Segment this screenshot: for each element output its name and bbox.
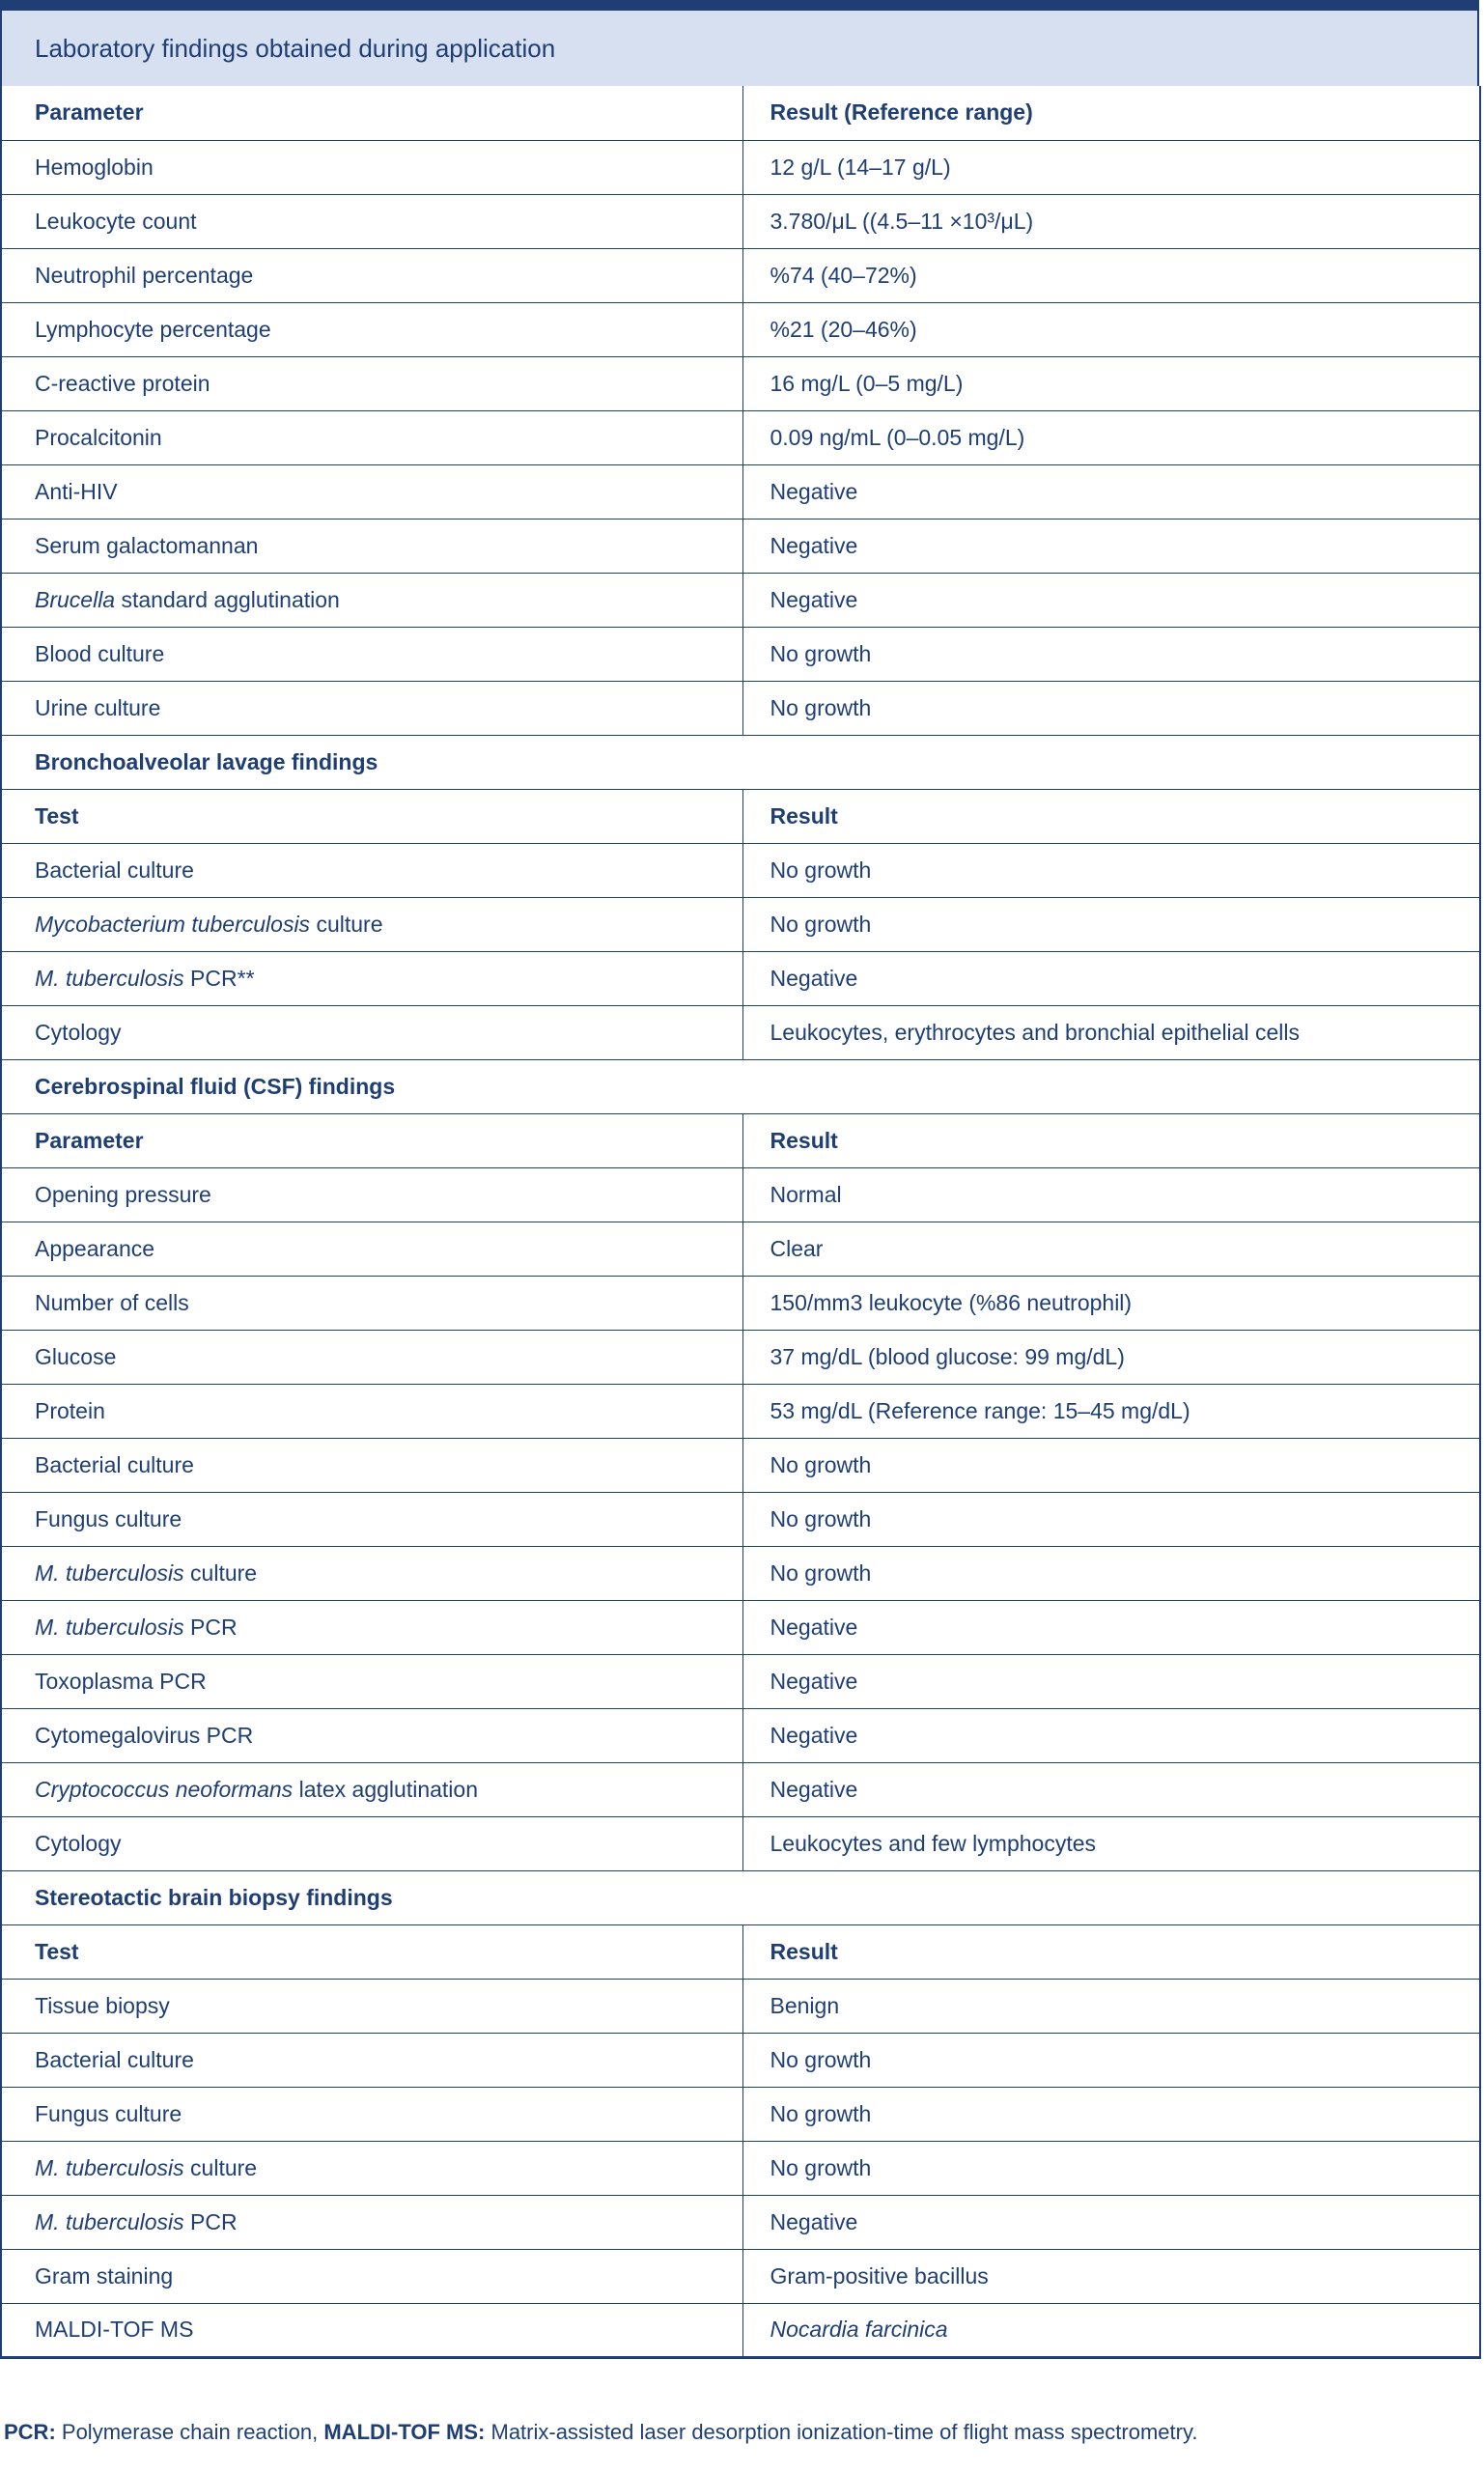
result-text: Negative <box>770 1722 858 1748</box>
result-text: 3.780/μL ((4.5–11 ×10³/μL) <box>770 208 1034 234</box>
parameter-text: Procalcitonin <box>35 424 162 450</box>
table-row <box>1 2303 1480 2357</box>
table-row <box>1 2249 1480 2303</box>
result-text: No growth <box>770 1505 872 1531</box>
table-row <box>1 951 1480 1005</box>
result-text: No growth <box>770 1559 872 1586</box>
row-parameter <box>1 2195 742 2249</box>
table-row <box>1 1546 1480 1600</box>
row-parameter <box>1 1492 742 1546</box>
table-row <box>1 1330 1480 1384</box>
result-text: Negative <box>770 478 858 504</box>
row-result <box>742 140 1480 194</box>
row-result <box>742 2033 1480 2087</box>
row-parameter <box>1 1654 742 1708</box>
column-header-parameter: Test <box>1 789 742 843</box>
row-result <box>742 1384 1480 1438</box>
row-parameter <box>1 627 742 681</box>
row-parameter <box>1 302 742 356</box>
row-result <box>742 843 1480 897</box>
table-row <box>1 1654 1480 1708</box>
parameter-text: Bacterial culture <box>35 1451 194 1477</box>
section-heading-row <box>1 735 1480 789</box>
table-row <box>1 1708 1480 1762</box>
table-row <box>1 302 1480 356</box>
row-result <box>742 1276 1480 1330</box>
parameter-text: PCR <box>183 1614 238 1640</box>
row-parameter <box>1 2303 742 2357</box>
result-text: 150/mm3 leukocyte (%86 neutrophil) <box>770 1289 1133 1315</box>
row-parameter <box>1 573 742 627</box>
parameter-text: Appearance <box>35 1235 155 1261</box>
parameter-text: Cytology <box>35 1019 122 1045</box>
row-result <box>742 464 1480 519</box>
result-text: Normal <box>770 1181 842 1207</box>
result-text: Negative <box>770 1776 858 1802</box>
table-row <box>1 1438 1480 1492</box>
result-text: 37 mg/dL (blood glucose: 99 mg/dL) <box>770 1343 1125 1369</box>
row-parameter <box>1 2249 742 2303</box>
table-row <box>1 140 1480 194</box>
row-parameter <box>1 1330 742 1384</box>
row-parameter <box>1 897 742 951</box>
parameter-text: Fungus culture <box>35 2100 182 2126</box>
section-heading: Cerebrospinal fluid (CSF) findings <box>1 1059 1480 1113</box>
table-footnote <box>4 2420 1197 2445</box>
parameter-text: Glucose <box>35 1343 117 1369</box>
table-row <box>1 1167 1480 1222</box>
parameter-text: Fungus culture <box>35 1505 182 1531</box>
column-header-row <box>1 86 1480 140</box>
table-row <box>1 1222 1480 1276</box>
table-row <box>1 1276 1480 1330</box>
parameter-italic-text: M. tuberculosis <box>35 2154 184 2180</box>
table-row <box>1 519 1480 573</box>
row-result <box>742 1492 1480 1546</box>
parameter-text: MALDI-TOF MS <box>35 2317 194 2342</box>
parameter-text: Bacterial culture <box>35 2046 194 2072</box>
table-row <box>1 410 1480 464</box>
column-header-result: Result <box>742 1113 1480 1167</box>
column-header-result: Result <box>742 1924 1480 1979</box>
row-result <box>742 302 1480 356</box>
result-italic-text: Nocardia farcinica <box>770 2317 948 2342</box>
row-parameter <box>1 1167 742 1222</box>
parameter-text: culture <box>310 911 383 937</box>
row-parameter <box>1 1438 742 1492</box>
result-text: Clear <box>770 1235 824 1261</box>
table-title: Laboratory findings obtained during application <box>0 11 1479 86</box>
parameter-text: Toxoplasma PCR <box>35 1668 207 1694</box>
row-result <box>742 681 1480 735</box>
parameter-text: PCR <box>183 2208 238 2234</box>
parameter-text: Hemoglobin <box>35 154 154 180</box>
parameter-text: latex agglutination <box>293 1776 478 1802</box>
result-text: %21 (20–46%) <box>770 316 917 342</box>
row-parameter <box>1 248 742 302</box>
row-parameter <box>1 1276 742 1330</box>
top-rule <box>0 0 1479 11</box>
row-result <box>742 1762 1480 1816</box>
row-parameter <box>1 843 742 897</box>
footnote-def-pcr: Polymerase chain reaction, <box>55 2420 324 2444</box>
table-row <box>1 1600 1480 1654</box>
row-result <box>742 194 1480 248</box>
row-result <box>742 627 1480 681</box>
table-row <box>1 1816 1480 1870</box>
row-result <box>742 410 1480 464</box>
row-parameter <box>1 1816 742 1870</box>
table-row <box>1 356 1480 410</box>
row-parameter <box>1 1708 742 1762</box>
table-row <box>1 1979 1480 2033</box>
row-result <box>742 1654 1480 1708</box>
row-result <box>742 1600 1480 1654</box>
parameter-text: Gram staining <box>35 2262 174 2289</box>
row-result <box>742 248 1480 302</box>
row-parameter <box>1 2087 742 2141</box>
table-row <box>1 464 1480 519</box>
result-text: No growth <box>770 694 872 720</box>
parameter-text: Leukocyte count <box>35 208 197 234</box>
row-result <box>742 356 1480 410</box>
row-result <box>742 2141 1480 2195</box>
table-row <box>1 843 1480 897</box>
parameter-text: Urine culture <box>35 694 161 720</box>
result-text: Benign <box>770 1992 840 2018</box>
result-text: Negative <box>770 532 858 558</box>
row-parameter <box>1 681 742 735</box>
parameter-text: Bacterial culture <box>35 857 194 883</box>
section-heading-row <box>1 1059 1480 1113</box>
result-text: No growth <box>770 640 872 666</box>
section-heading: Bronchoalveolar lavage findings <box>1 735 1480 789</box>
row-parameter <box>1 2033 742 2087</box>
row-result <box>742 1167 1480 1222</box>
parameter-text: Opening pressure <box>35 1181 211 1207</box>
parameter-text: C-reactive protein <box>35 370 210 396</box>
table-row <box>1 627 1480 681</box>
row-parameter <box>1 1979 742 2033</box>
parameter-text: Cytology <box>35 1830 122 1856</box>
row-parameter <box>1 2141 742 2195</box>
result-text: Negative <box>770 1614 858 1640</box>
row-result <box>742 519 1480 573</box>
parameter-text: Tissue biopsy <box>35 1992 170 2018</box>
row-result <box>742 1979 1480 2033</box>
result-text: Negative <box>770 965 858 991</box>
result-text: Negative <box>770 586 858 612</box>
table-row <box>1 897 1480 951</box>
table-row <box>1 681 1480 735</box>
row-parameter <box>1 356 742 410</box>
parameter-text: Protein <box>35 1397 105 1423</box>
table-row <box>1 2141 1480 2195</box>
row-result <box>742 1005 1480 1059</box>
parameter-text: culture <box>183 1559 258 1586</box>
parameter-italic-text: Brucella <box>35 586 116 612</box>
row-result <box>742 2195 1480 2249</box>
row-result <box>742 1222 1480 1276</box>
row-result <box>742 573 1480 627</box>
table-row <box>1 2087 1480 2141</box>
row-parameter <box>1 1546 742 1600</box>
parameter-text: culture <box>183 2154 258 2180</box>
row-parameter <box>1 951 742 1005</box>
result-text: %74 (40–72%) <box>770 262 917 288</box>
table-row <box>1 2195 1480 2249</box>
column-header-row <box>1 1924 1480 1979</box>
table-row <box>1 194 1480 248</box>
row-parameter <box>1 464 742 519</box>
result-text: No growth <box>770 857 872 883</box>
parameter-text: Serum galactomannan <box>35 532 259 558</box>
row-parameter <box>1 1600 742 1654</box>
column-header-row <box>1 1113 1480 1167</box>
result-text: 53 mg/dL (Reference range: 15–45 mg/dL) <box>770 1397 1190 1423</box>
table-row <box>1 1005 1480 1059</box>
parameter-italic-text: Cryptococcus neoformans <box>35 1776 294 1802</box>
result-text: 0.09 ng/mL (0–0.05 mg/L) <box>770 424 1025 450</box>
result-text: Negative <box>770 2208 858 2234</box>
row-parameter <box>1 194 742 248</box>
row-result <box>742 1546 1480 1600</box>
result-text: Negative <box>770 1668 858 1694</box>
table-row <box>1 248 1480 302</box>
column-header-parameter: Parameter <box>1 1113 742 1167</box>
table-row <box>1 573 1480 627</box>
row-result <box>742 2303 1480 2357</box>
column-header-result: Result (Reference range) <box>742 86 1480 140</box>
row-parameter <box>1 1005 742 1059</box>
result-text: No growth <box>770 2154 872 2180</box>
section-heading-row <box>1 1870 1480 1924</box>
parameter-italic-text: M. tuberculosis <box>35 1614 184 1640</box>
row-result <box>742 951 1480 1005</box>
column-header-row <box>1 789 1480 843</box>
parameter-text: PCR** <box>183 965 255 991</box>
parameter-text: Blood culture <box>35 640 165 666</box>
row-result <box>742 1816 1480 1870</box>
parameter-italic-text: M. tuberculosis <box>35 965 184 991</box>
parameter-text: Lymphocyte percentage <box>35 316 271 342</box>
parameter-italic-text: M. tuberculosis <box>35 2208 184 2234</box>
row-result <box>742 2249 1480 2303</box>
result-text: No growth <box>770 1451 872 1477</box>
row-parameter <box>1 1222 742 1276</box>
section-heading: Stereotactic brain biopsy findings <box>1 1870 1480 1924</box>
parameter-text: Neutrophil percentage <box>35 262 254 288</box>
column-header-result: Result <box>742 789 1480 843</box>
footnote-def-maldi: Matrix-assisted laser desorption ionization-time of flight mass spectrometry. <box>485 2420 1198 2444</box>
result-text: Leukocytes and few lymphocytes <box>770 1830 1097 1856</box>
table-row <box>1 2033 1480 2087</box>
row-parameter <box>1 519 742 573</box>
column-header-parameter: Parameter <box>1 86 742 140</box>
result-text: No growth <box>770 911 872 937</box>
parameter-italic-text: M. tuberculosis <box>35 1559 184 1586</box>
result-text: Leukocytes, erythrocytes and bronchial epithelial cells <box>770 1019 1300 1045</box>
footnote-abbr-pcr: PCR: <box>4 2420 56 2444</box>
parameter-italic-text: Mycobacterium tuberculosis <box>35 911 311 937</box>
parameter-text: Cytomegalovirus PCR <box>35 1722 254 1748</box>
row-parameter <box>1 1384 742 1438</box>
table-row <box>1 1762 1480 1816</box>
parameter-text: standard agglutination <box>115 586 340 612</box>
result-text: No growth <box>770 2046 872 2072</box>
findings-grid <box>0 86 1481 2359</box>
row-result <box>742 1438 1480 1492</box>
column-header-parameter: Test <box>1 1924 742 1979</box>
result-text: 16 mg/L (0–5 mg/L) <box>770 370 964 396</box>
footnote-abbr-maldi: MALDI-TOF MS: <box>323 2420 486 2444</box>
parameter-text: Number of cells <box>35 1289 189 1315</box>
row-parameter <box>1 410 742 464</box>
table-row <box>1 1492 1480 1546</box>
row-parameter <box>1 1762 742 1816</box>
row-result <box>742 1330 1480 1384</box>
result-text: Gram-positive bacillus <box>770 2262 989 2289</box>
row-result <box>742 2087 1480 2141</box>
row-result <box>742 897 1480 951</box>
row-parameter <box>1 140 742 194</box>
parameter-text: Anti-HIV <box>35 478 118 504</box>
table-row <box>1 1384 1480 1438</box>
result-text: No growth <box>770 2100 872 2126</box>
row-result <box>742 1708 1480 1762</box>
result-text: 12 g/L (14–17 g/L) <box>770 154 951 180</box>
